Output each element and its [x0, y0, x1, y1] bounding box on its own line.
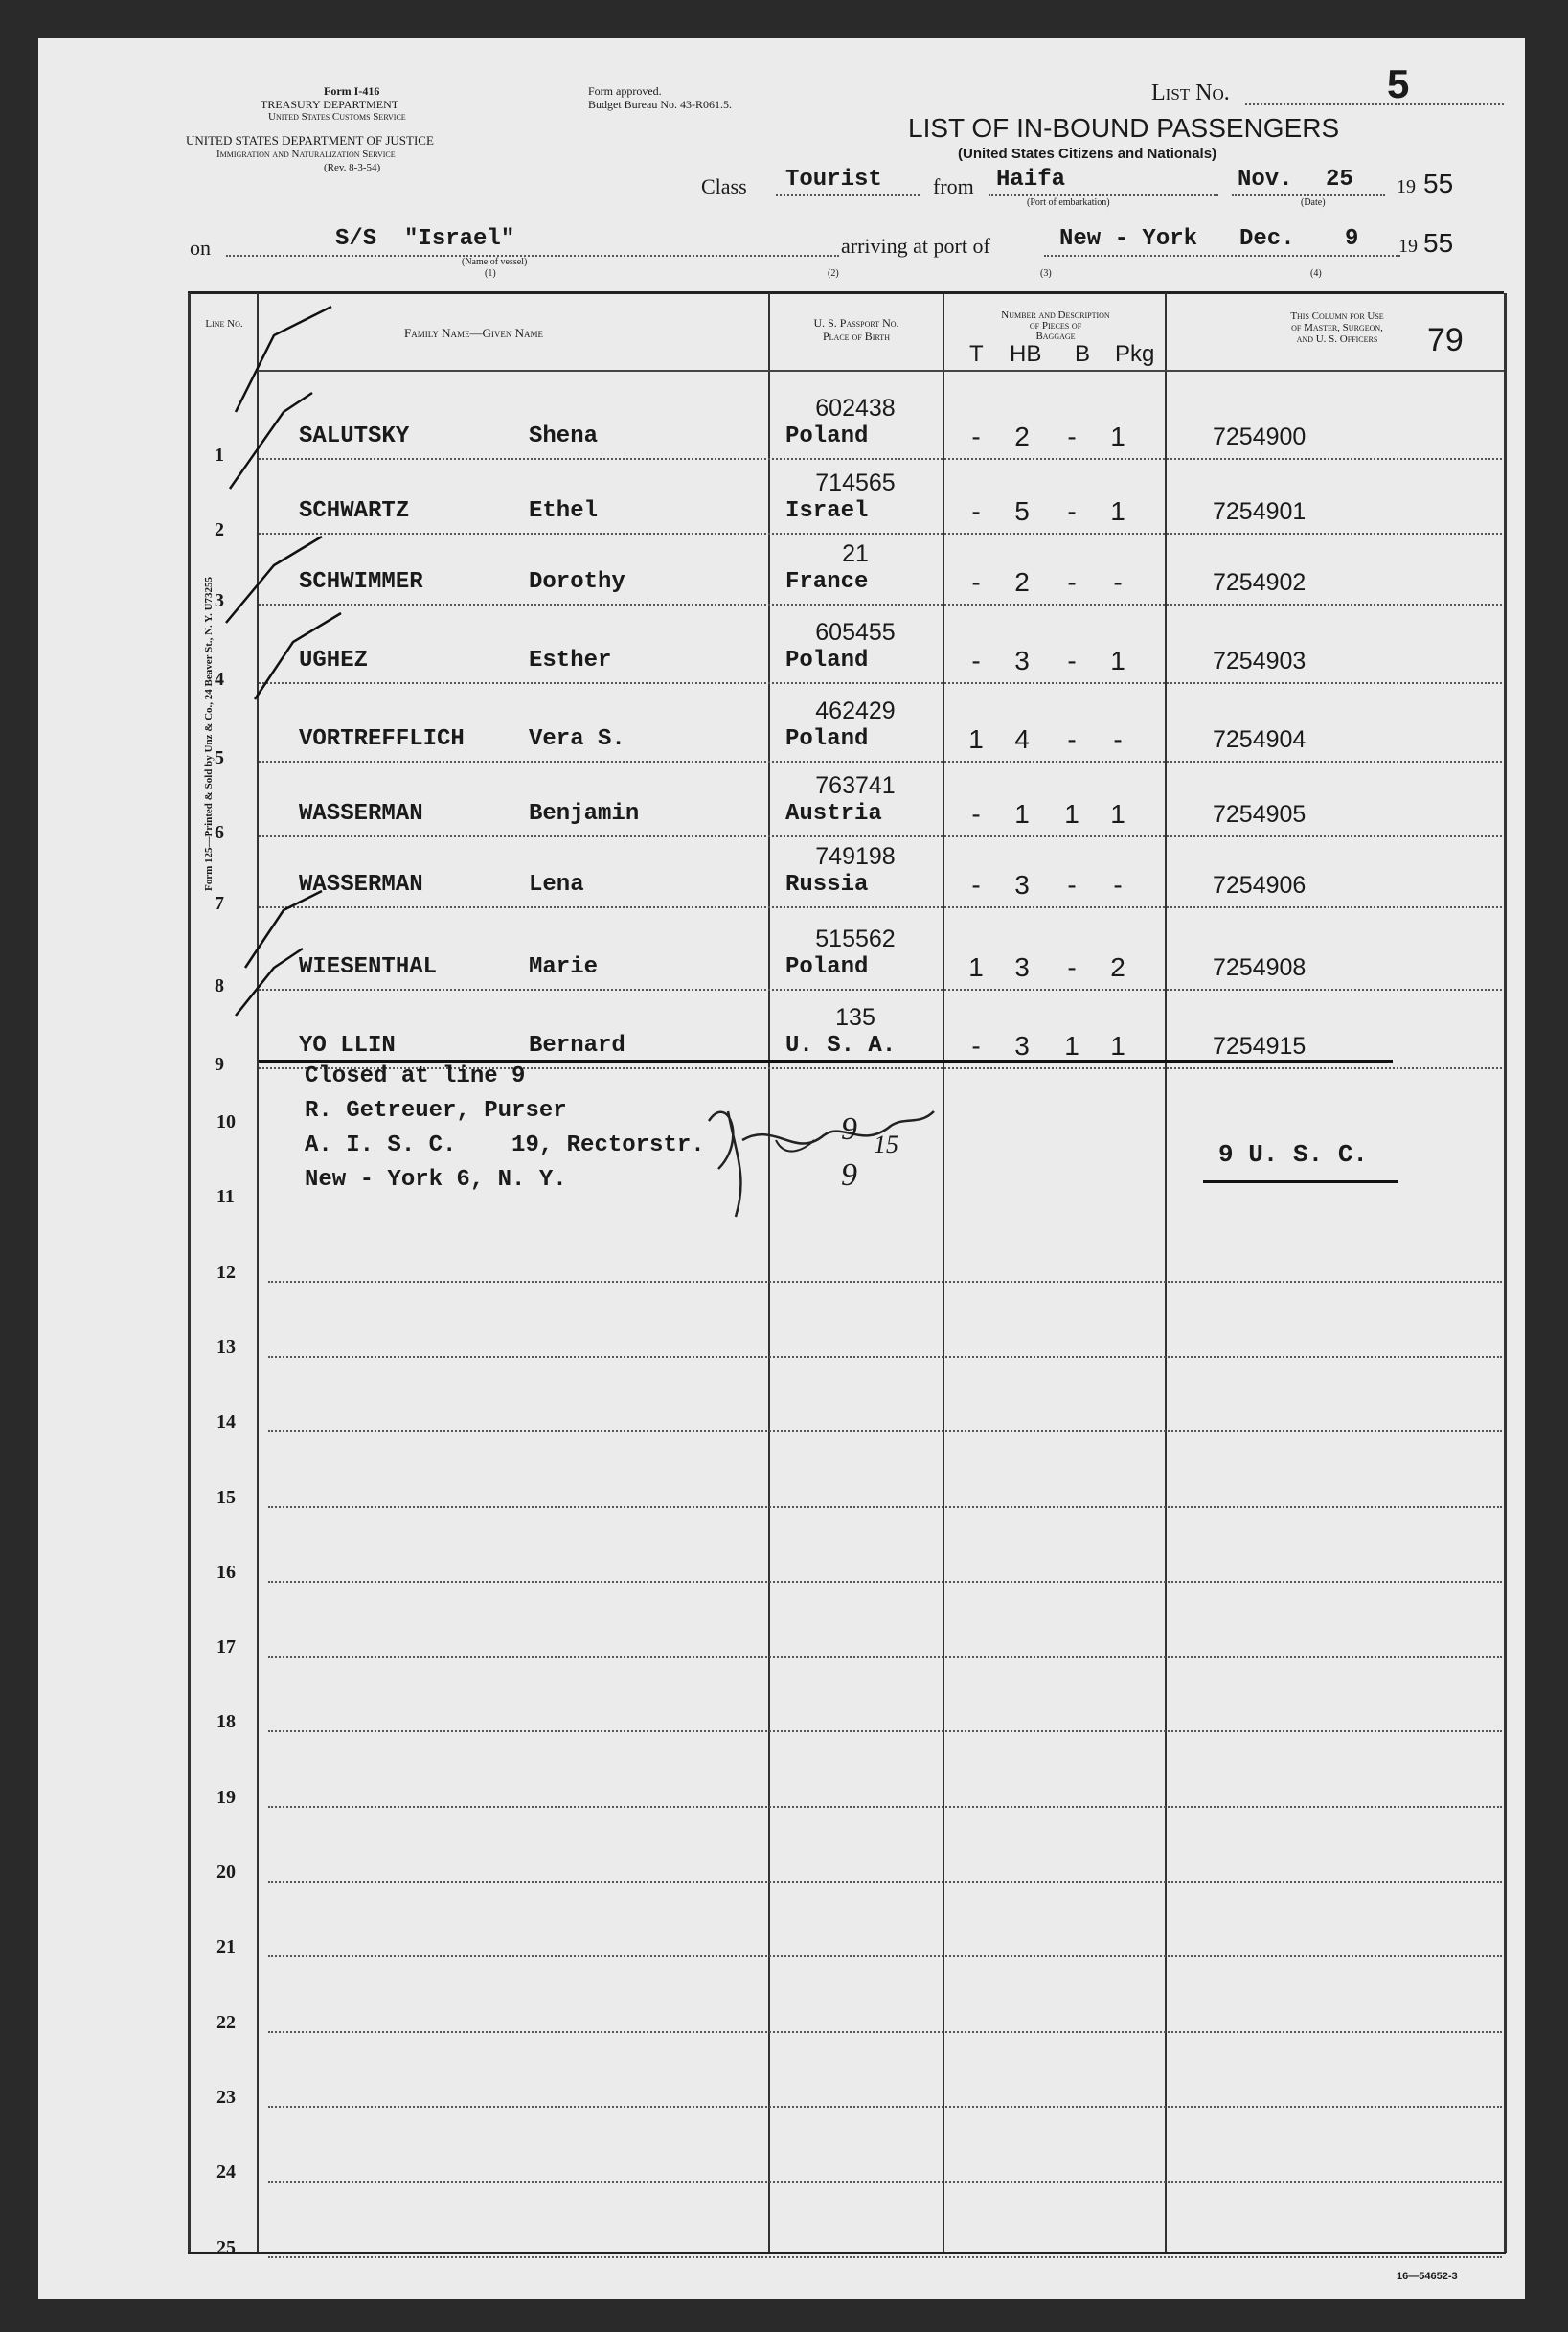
place-of-birth: Poland	[785, 726, 869, 752]
handwritten-note-b: 15	[874, 1131, 898, 1158]
bag-b: -	[1067, 646, 1077, 675]
line-number: 8	[215, 975, 224, 996]
given-name: Dorothy	[529, 569, 625, 595]
col-header-passport	[778, 316, 935, 343]
column-divider-passport	[768, 293, 770, 2253]
document-title: LIST OF IN-BOUND PASSENGERS	[908, 113, 1340, 143]
date-caption: (Date)	[1301, 197, 1326, 208]
family-name: WASSERMAN	[299, 801, 423, 827]
place-of-birth: U. S. A.	[785, 1033, 897, 1059]
handwritten-note-c: 9	[841, 1157, 857, 1193]
bag-pkg: 1	[1110, 799, 1125, 829]
family-name: WASSERMAN	[299, 872, 423, 898]
passport-number: 135	[835, 1004, 875, 1031]
bag-t: 1	[968, 724, 984, 754]
col-header-line-no-text: Line No.	[205, 318, 243, 330]
col-header-passport-1: U. S. Passport No.	[813, 316, 899, 330]
family-name: SCHWIMMER	[299, 569, 423, 595]
immigration-service: Immigration and Naturalization Service	[216, 149, 396, 160]
family-name: WIESENTHAL	[299, 954, 438, 980]
row-rule	[268, 2106, 1502, 2108]
bag-hb: 5	[1014, 496, 1030, 526]
port-caption: (Port of embarkation)	[1027, 197, 1110, 208]
row-rule	[268, 1281, 1502, 1283]
departure-year-prefix: 19	[1397, 176, 1416, 197]
line-number: 22	[216, 2011, 236, 2033]
bag-pkg: 2	[1110, 952, 1125, 982]
bag-t: -	[971, 422, 981, 451]
place-of-birth: Poland	[785, 954, 869, 980]
col-header-baggage-1: Number and Description	[1001, 309, 1110, 321]
manifest-page	[38, 38, 1525, 2299]
place-of-birth: Poland	[785, 648, 869, 674]
row-rule	[268, 2256, 1502, 2258]
bag-b: -	[1067, 952, 1077, 982]
passport-number: 515562	[815, 926, 896, 952]
handwritten-note-a: 9	[841, 1111, 857, 1147]
form-number: Form I-416	[324, 84, 380, 98]
line-number: 19	[216, 1786, 236, 1808]
list-number: 5	[1387, 61, 1410, 106]
vessel-name: S/S "Israel"	[335, 226, 515, 252]
closing-line-2: R. Getreuer, Purser	[305, 1098, 567, 1124]
bag-pkg: 1	[1110, 496, 1125, 526]
place-of-birth: Poland	[785, 423, 869, 449]
budget-bureau: Budget Bureau No. 43-R061.5.	[588, 98, 732, 111]
row-rule	[268, 2181, 1502, 2183]
bag-hb: 1	[1014, 799, 1030, 829]
bag-hb: 4	[1014, 724, 1030, 754]
row-rule	[268, 1506, 1502, 1508]
line-number: 2	[215, 519, 224, 540]
bag-col-t: T	[969, 341, 984, 367]
col-header-baggage-2: of Pieces of	[1029, 320, 1082, 332]
col-header-officers-1: This Column for Use	[1290, 310, 1384, 322]
line-number: 20	[216, 1862, 236, 1883]
line-number: 16	[216, 1561, 236, 1583]
bag-col-b: B	[1075, 341, 1091, 367]
given-name: Esther	[529, 648, 612, 674]
row-rule	[268, 2031, 1502, 2033]
bag-pkg: -	[1113, 567, 1123, 597]
line-number: 13	[216, 1336, 236, 1358]
footer-code: 16—54652-3	[1397, 2271, 1458, 2282]
officer-number: 7254904	[1213, 726, 1307, 753]
departure-underline	[1232, 194, 1385, 196]
place-of-birth: France	[785, 569, 869, 595]
line-number: 1	[215, 445, 224, 466]
given-name: Benjamin	[529, 801, 640, 827]
arrival-year: 55	[1423, 228, 1454, 258]
officer-total-rule	[1203, 1180, 1398, 1183]
line-number: 21	[216, 1936, 236, 1958]
document-subtitle: (United States Citizens and Nationals)	[958, 146, 1217, 162]
bag-b: -	[1067, 724, 1077, 754]
bag-hb: 3	[1014, 1031, 1030, 1061]
bag-b: -	[1067, 870, 1077, 900]
arriving-label: arriving at port of	[841, 234, 990, 258]
closing-line-4: New - York 6, N. Y.	[305, 1167, 567, 1193]
bag-b: 1	[1064, 1031, 1079, 1061]
officers-page-number: 79	[1427, 322, 1464, 358]
justice-department: UNITED STATES DEPARTMENT OF JUSTICE	[186, 133, 434, 148]
family-name: SCHWARTZ	[299, 498, 410, 524]
bag-t: 1	[968, 952, 984, 982]
closing-line-3: A. I. S. C. 19, Rectorstr.	[305, 1132, 705, 1158]
arrival-port: New - York	[1059, 226, 1198, 252]
bag-b: 1	[1064, 799, 1079, 829]
given-name: Ethel	[529, 498, 599, 524]
given-name: Vera S.	[529, 726, 625, 752]
arrival-day: 9	[1345, 226, 1359, 252]
officer-number: 7254900	[1213, 423, 1307, 450]
line-number: 4	[215, 669, 224, 690]
row-rule	[268, 1356, 1502, 1358]
table-right-edge	[1504, 293, 1507, 2253]
customs-service: United States Customs Service	[268, 111, 406, 123]
row-rule	[268, 1955, 1502, 1957]
bag-hb: 2	[1014, 567, 1030, 597]
arrival-month: Dec.	[1239, 226, 1295, 252]
place-of-birth: Austria	[785, 801, 882, 827]
from-underline	[989, 194, 1218, 196]
col-header-officers-3: and U. S. Officers	[1296, 333, 1378, 345]
caption-1: (1)	[485, 268, 496, 279]
given-name: Lena	[529, 872, 584, 898]
class-label: Class	[701, 174, 747, 198]
row-rule	[268, 1656, 1502, 1658]
departure-year: 55	[1423, 169, 1454, 198]
officer-total: 9 U. S. C.	[1218, 1140, 1369, 1169]
passport-number: 763741	[815, 772, 896, 799]
closing-line-1: Closed at line 9	[305, 1063, 526, 1089]
officer-number: 7254915	[1213, 1033, 1307, 1060]
on-label: on	[190, 236, 211, 260]
col-header-officers	[1232, 310, 1443, 345]
bag-t: -	[971, 799, 981, 829]
bag-pkg: -	[1113, 724, 1123, 754]
col-header-passport-2: Place of Birth	[823, 330, 890, 343]
passport-number: 605455	[815, 619, 896, 646]
bag-col-hb: HB	[1010, 341, 1042, 367]
from-value: Haifa	[996, 167, 1066, 193]
treasury-department: TREASURY DEPARTMENT	[261, 98, 399, 111]
caption-3: (3)	[1040, 268, 1052, 279]
check-marks	[216, 297, 475, 1025]
line-number: 11	[216, 1186, 235, 1208]
column-divider-officers	[1165, 293, 1167, 2253]
closing-rule	[259, 1060, 1393, 1063]
line-number: 15	[216, 1486, 236, 1508]
vessel-caption: (Name of vessel)	[462, 257, 528, 267]
place-of-birth: Russia	[785, 872, 869, 898]
caption-2: (2)	[828, 268, 839, 279]
family-name: UGHEZ	[299, 648, 369, 674]
departure-day: 25	[1326, 167, 1353, 193]
revision: (Rev. 8-3-54)	[324, 162, 381, 173]
passport-number: 749198	[815, 843, 896, 870]
line-number: 5	[215, 747, 224, 768]
caption-4: (4)	[1310, 268, 1322, 279]
margin-print: Form 125—Printed & Sold by Unz & Co., 24 Beaver St., N. Y. U73255	[203, 576, 215, 892]
bag-t: -	[971, 567, 981, 597]
given-name: Bernard	[529, 1033, 625, 1059]
line-number: 14	[216, 1411, 236, 1433]
family-name: VORTREFFLICH	[299, 726, 465, 752]
vessel-underline	[226, 255, 839, 257]
line-number: 12	[216, 1261, 236, 1283]
officer-number: 7254902	[1213, 569, 1307, 596]
passport-number: 21	[842, 540, 869, 567]
line-number: 3	[215, 590, 224, 611]
col-header-name: Family Name—Given Name	[404, 326, 543, 340]
bag-pkg: 1	[1110, 1031, 1125, 1061]
row-rule	[268, 1430, 1502, 1432]
line-number: 23	[216, 2086, 236, 2108]
row-rule	[268, 1581, 1502, 1583]
line-number: 25	[216, 2236, 236, 2258]
arrival-year-prefix: 19	[1398, 236, 1418, 257]
list-no-underline	[1245, 103, 1504, 105]
passport-number: 714565	[815, 469, 896, 496]
line-number: 7	[215, 893, 224, 914]
col-header-officers-2: of Master, Surgeon,	[1291, 322, 1383, 333]
bag-b: -	[1067, 567, 1077, 597]
from-label: from	[933, 174, 974, 198]
officer-number: 7254905	[1213, 801, 1307, 828]
given-name: Shena	[529, 423, 599, 449]
line-number: 10	[216, 1111, 236, 1132]
class-underline	[776, 194, 920, 196]
departure-month: Nov.	[1238, 167, 1293, 193]
bag-hb: 2	[1014, 422, 1030, 451]
table-top-rule	[188, 291, 1504, 294]
officer-number: 7254906	[1213, 872, 1307, 899]
bag-pkg: -	[1113, 870, 1123, 900]
handwritten-signature	[690, 1083, 939, 1226]
col-header-baggage-3: Baggage	[1035, 331, 1076, 342]
bag-t: -	[971, 1031, 981, 1061]
bag-b: -	[1067, 422, 1077, 451]
bag-t: -	[971, 496, 981, 526]
officer-number: 7254903	[1213, 648, 1307, 674]
line-number: 17	[216, 1636, 236, 1658]
family-name: SALUTSKY	[299, 423, 410, 449]
bag-pkg: 1	[1110, 646, 1125, 675]
bag-t: -	[971, 646, 981, 675]
bag-hb: 3	[1014, 952, 1030, 982]
officer-number: 7254908	[1213, 954, 1307, 981]
bag-col-pkg: Pkg	[1115, 341, 1155, 367]
family-name: YO LLIN	[299, 1033, 396, 1059]
given-name: Marie	[529, 954, 599, 980]
bag-hb: 3	[1014, 870, 1030, 900]
list-no-label: List No.	[1151, 80, 1230, 105]
row-rule	[268, 1806, 1502, 1808]
bag-b: -	[1067, 496, 1077, 526]
line-number: 9	[215, 1054, 224, 1075]
col-header-baggage	[950, 310, 1161, 342]
bag-pkg: 1	[1110, 422, 1125, 451]
line-number: 6	[215, 822, 224, 843]
bag-hb: 3	[1014, 646, 1030, 675]
column-divider-line	[188, 293, 191, 2253]
class-value: Tourist	[785, 167, 882, 193]
column-divider-baggage	[943, 293, 944, 2253]
line-number: 18	[216, 1711, 236, 1733]
place-of-birth: Israel	[785, 498, 869, 524]
line-number: 24	[216, 2161, 236, 2183]
row-rule	[268, 1881, 1502, 1883]
arrival-underline	[1044, 255, 1400, 257]
form-approved: Form approved.	[588, 84, 662, 98]
passport-number: 602438	[815, 395, 896, 422]
passport-number: 462429	[815, 697, 896, 724]
table-bottom-rule	[188, 2252, 1506, 2254]
bag-t: -	[971, 870, 981, 900]
row-rule	[268, 1730, 1502, 1732]
officer-number: 7254901	[1213, 498, 1307, 525]
